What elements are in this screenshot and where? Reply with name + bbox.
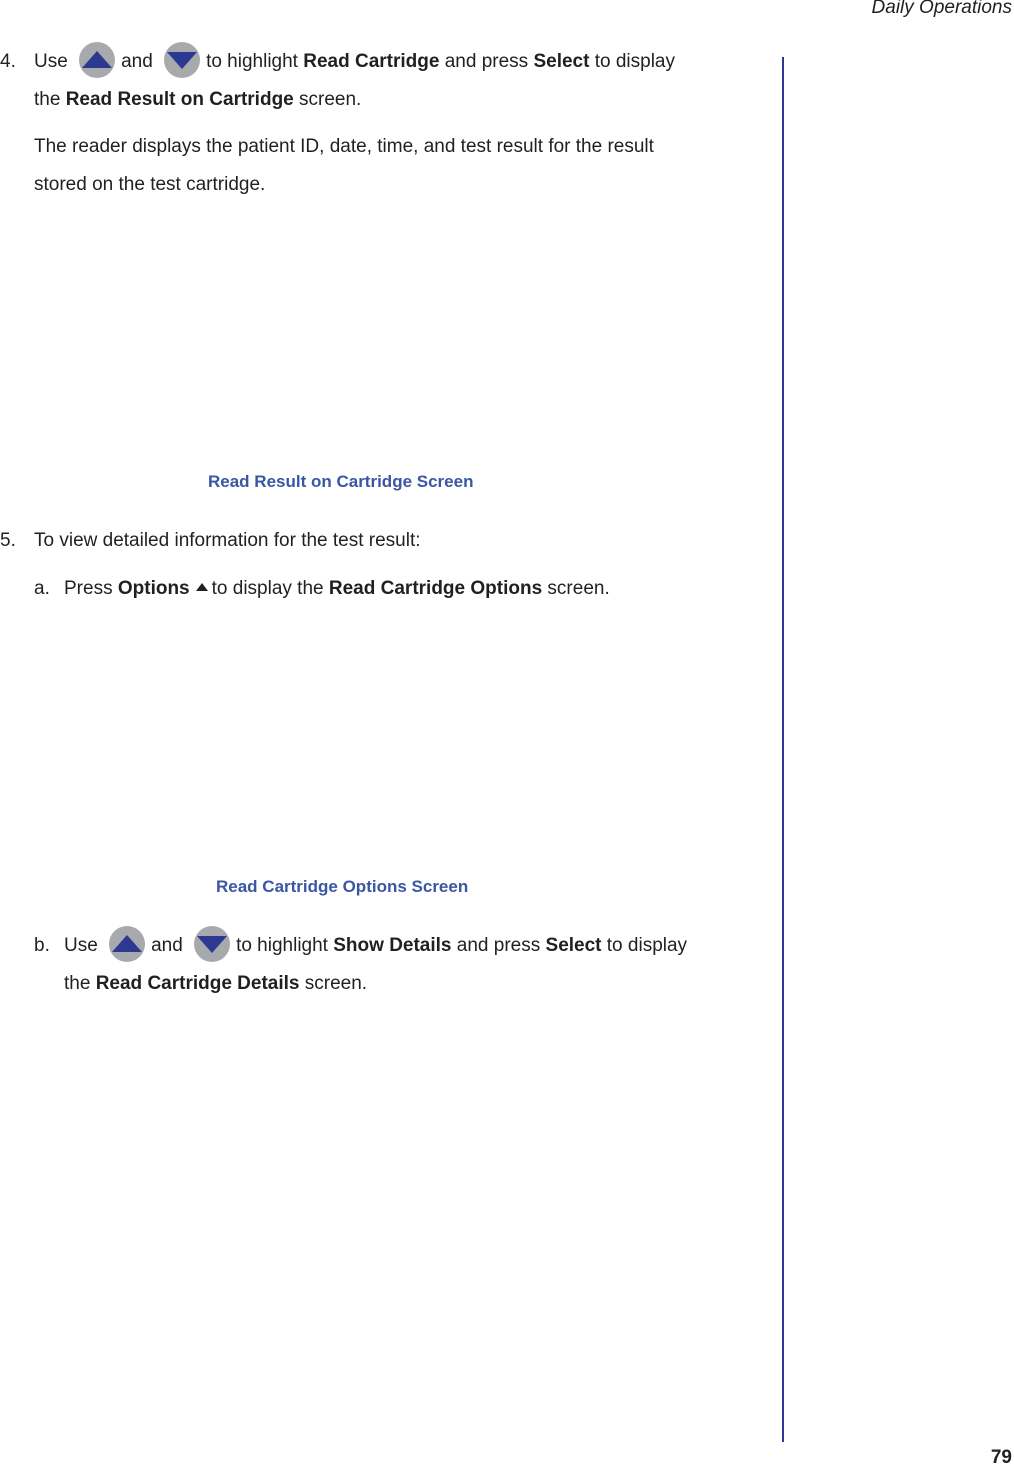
step-5a-line: a. Press Options to display the Read Cartridge Options screen. [34, 571, 610, 607]
caret-up-icon [196, 583, 208, 591]
highlight-item: Show Details [333, 935, 452, 957]
margin-rule [782, 57, 784, 1442]
step-5b-line-1: b. Use and to highlight Show Details and press Select to display [34, 928, 687, 964]
substep-label: b. [34, 935, 50, 957]
down-arrow-button-icon [194, 926, 230, 962]
screen-name: Read Result on Cartridge [65, 89, 294, 110]
running-header: Daily Operations [871, 0, 1012, 18]
screen-name: Read Cartridge Details [95, 973, 300, 994]
select-key: Select [545, 935, 602, 957]
screen-name: Read Cartridge Options [328, 578, 543, 599]
step-5b-line-2: the Read Cartridge Details screen. [64, 973, 368, 994]
paragraph-line: stored on the test cartridge. [34, 174, 266, 195]
down-arrow-button-icon [164, 42, 200, 78]
step-4-line-2: the Read Result on Cartridge screen. [34, 89, 362, 110]
step-5-line: 5. To view detailed information for the test result: [0, 523, 421, 559]
up-arrow-button-icon [79, 42, 115, 78]
figure-caption: Read Result on Cartridge Screen [208, 472, 474, 491]
step-number: 4. [0, 51, 16, 73]
up-arrow-button-icon [109, 926, 145, 962]
step-number: 5. [0, 530, 16, 551]
page-number: 79 [990, 1447, 1012, 1468]
paragraph-line: The reader displays the patient ID, date, time, and test result for the result [34, 136, 654, 157]
step-4-line-1: 4. Use and to highlight Read Cartridge and press Select to display [0, 44, 675, 80]
select-key: Select [533, 51, 590, 73]
substep-label: a. [34, 578, 50, 599]
figure-caption: Read Cartridge Options Screen [216, 877, 469, 896]
options-key: Options [117, 578, 190, 599]
highlight-item: Read Cartridge [303, 51, 440, 73]
